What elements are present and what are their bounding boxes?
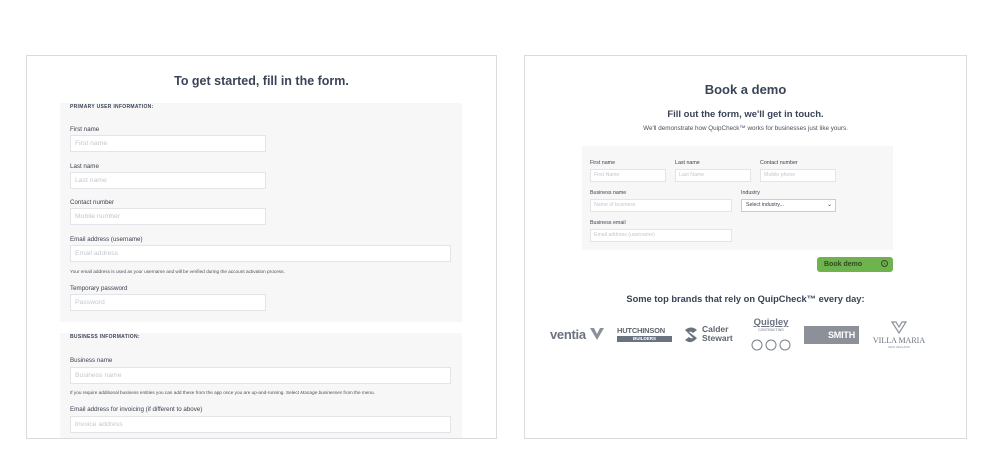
last-name-label: Last name [70,163,99,170]
business-help-text: If you require additional business entities you can add these from the app once you are up-and-running. Select Manage businesses from the menu. [70,390,375,395]
contact-number-input[interactable]: Mobile number [70,208,266,225]
email-input[interactable]: Email address [70,245,451,262]
invoice-email-input[interactable]: Invoice address [70,416,451,433]
ventia-mark-icon [589,326,605,342]
demo-form-box [582,146,893,250]
email-label: Email address (username) [70,236,143,243]
demo-first-name-label: First name [590,160,616,166]
business-section-title: BUSINESS INFORMATION: [70,334,140,340]
villa-maria-logo: VILLA MARIA NEW ZEALAND [870,321,928,353]
industry-select[interactable] [741,199,836,212]
smith-logo: SMITH [804,326,859,344]
chevron-down-icon: ⌄ [826,202,832,208]
industry-label: Industry [741,190,760,196]
calder-stewart-mark-icon [683,326,699,344]
book-demo-subtitle: Fill out the form, we'll get in touch. [667,109,824,120]
book-demo-panel [524,55,967,439]
demo-last-name-input[interactable]: Last Name [675,169,751,182]
last-name-input[interactable]: Last name [70,172,266,189]
first-name-label: First name [70,126,100,133]
first-name-input[interactable]: First name [70,135,266,152]
ventia-logo: ventia [550,324,606,346]
contact-number-label: Contact number [70,199,115,206]
demo-first-name-input[interactable]: First Name [590,169,666,182]
demo-last-name-label: Last name [675,160,700,166]
password-label: Temporary password [70,285,128,292]
brands-title: Some top brands that rely on QuipCheck™ every day: [626,294,865,304]
demo-business-email-input[interactable]: Email address (username) [590,229,732,242]
book-demo-title: Book a demo [704,82,787,97]
demo-business-name-label: Business name [590,190,627,196]
book-demo-description: We'll demonstrate how QuipCheck™ works for businesses just like yours. [643,125,848,132]
villa-maria-mark-icon [891,321,907,334]
primary-section-title: PRIMARY USER INFORMATION: [70,104,154,110]
primary-user-section [60,103,462,322]
signup-form-title: To get started, fill in the form. [174,74,349,88]
quigley-contracting-logo: Quigley CONTRACTING [749,318,793,354]
invoice-email-label: Email address for invoicing (if different to above) [70,406,203,413]
book-demo-button-label: Book demo [824,261,863,268]
demo-contact-input[interactable]: Mobile phone [760,169,836,182]
password-input[interactable]: Password [70,294,266,311]
demo-business-name-input[interactable]: Name of business [590,199,732,212]
circle-arrow-icon: › [881,260,888,267]
calder-stewart-logo: Calder Stewart [683,325,739,345]
email-help-text: Your email address is used as your username and will be verified during the account activation process. [70,269,285,274]
industry-selected-value: Select industry... [746,202,784,208]
demo-contact-label: Contact number [760,160,798,166]
quigley-badges-icon [751,339,791,351]
business-info-section [60,333,462,439]
business-name-label: Business name [70,357,113,364]
hutchinson-builders-logo: HUTCHINSON BUILDERS [617,327,672,343]
book-demo-button[interactable] [817,257,893,272]
signup-form-panel [26,55,497,439]
business-name-input[interactable]: Business name [70,367,451,384]
demo-business-email-label: Business email [590,220,626,226]
